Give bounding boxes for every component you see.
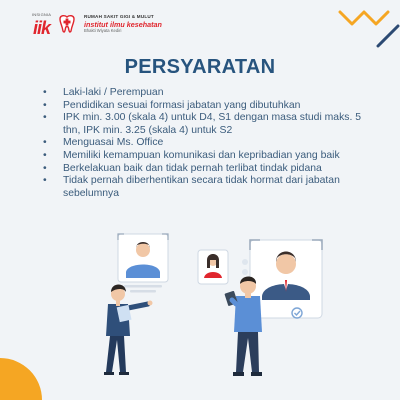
requirement-item: • Laki-laki / Perempuan: [43, 87, 378, 100]
logo-line1: RUMAH SAKIT GIGI & MULUT: [84, 14, 154, 19]
woman-figure: [104, 285, 153, 376]
page-title: PERSYARATAN: [124, 56, 276, 78]
requirement-item: • Pendidikan sesuai formasi jabatan yang dibutuhkan: [43, 100, 378, 113]
requirement-item: • Menguasai Ms. Office: [43, 137, 378, 150]
logo-line2: institut ilmu kesehatan: [84, 19, 162, 29]
profile-card-middle: [198, 250, 248, 285]
profile-card-left: [118, 234, 168, 293]
requirement-item: • Memiliki kemampuan komunikasi dan kepribadian yang baik: [43, 150, 378, 163]
profile-card-right: [250, 240, 322, 318]
requirement-item: • Berkelakuan baik dan tidak pernah terlibat tindak pidana: [43, 163, 378, 176]
requirement-item: • Tidak pernah diberhentikan secara tidak hormat dari jabatan sebelumnya: [43, 175, 378, 200]
logo-line3: Bhakti Wiyata Kediri: [84, 27, 122, 33]
logo-small-text: INSIGNIA: [32, 12, 52, 17]
logo-iik-text: iik: [33, 18, 51, 38]
requirement-item: • IPK min. 3.00 (skala 4) untuk D4, S1 dengan masa studi maks. 5 thn, IPK min. 3.25 (skala 4) untuk S2: [43, 112, 378, 137]
